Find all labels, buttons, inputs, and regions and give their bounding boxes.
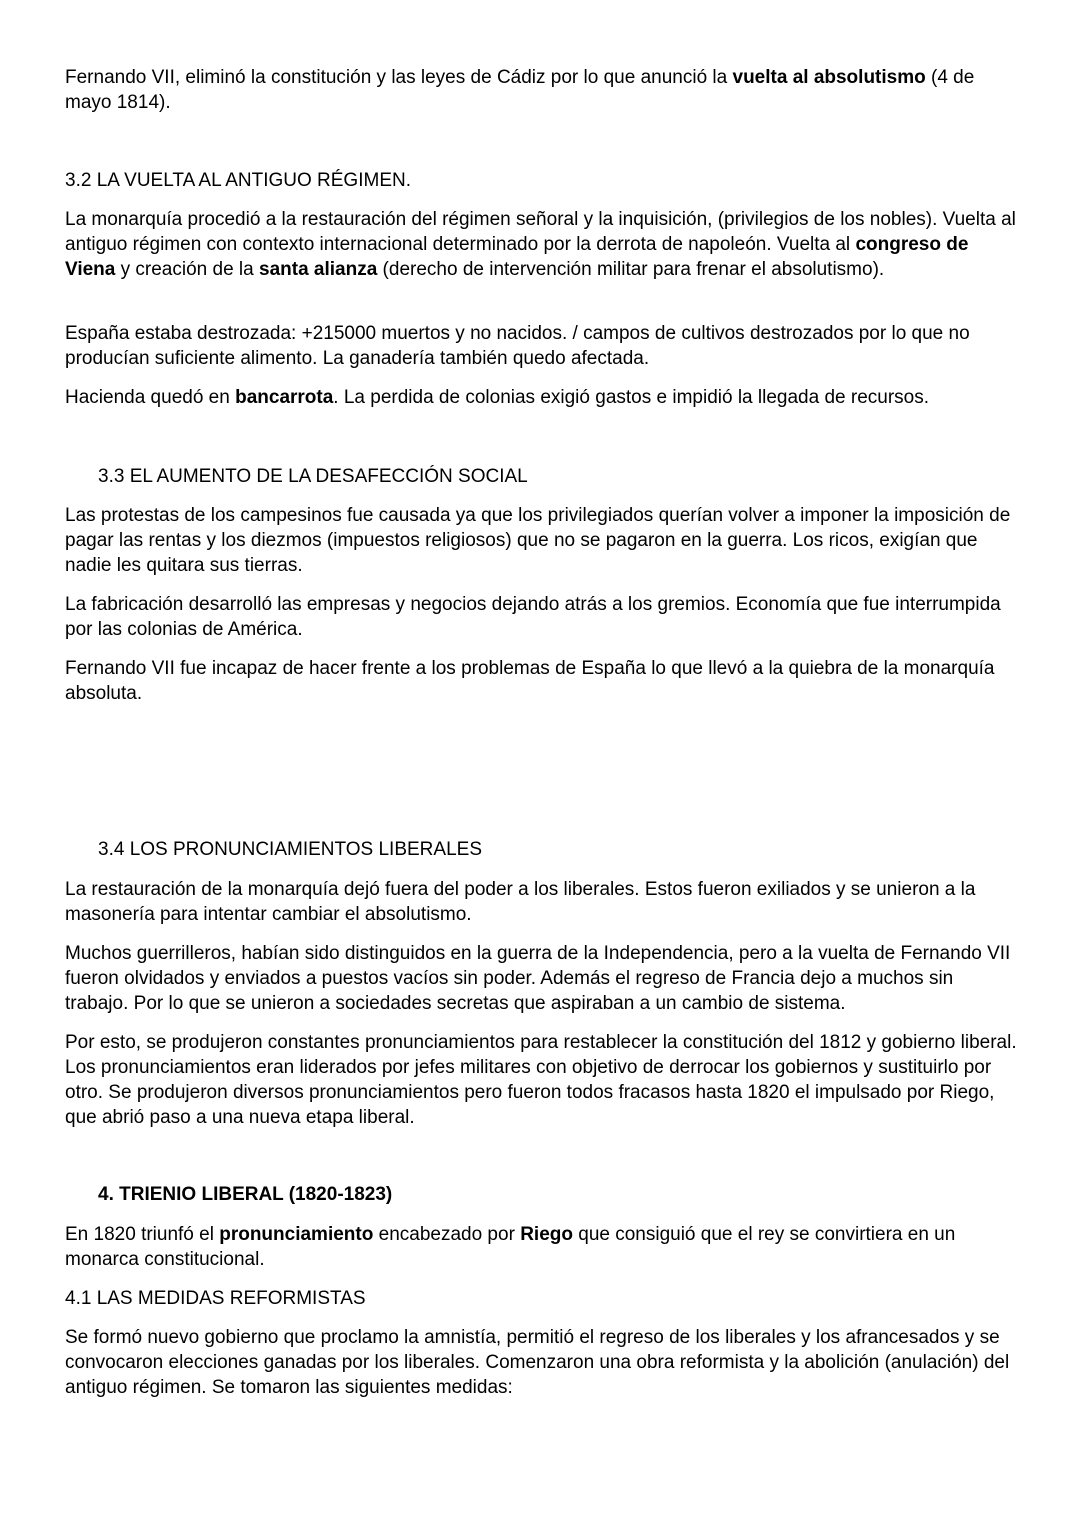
- bold-term: congreso de Viena: [65, 234, 969, 280]
- paragraph: Las protestas de los campesinos fue causada ya que los privilegiados querían volver a imponer la imposición de pagar las rentas y los diezmos (impuestos religiosos) que no se pagaron en la guerra. Los ricos, exigían que nadie les quitara sus tierras.: [65, 505, 1011, 576]
- paragraph: Muchos guerrilleros, habían sido distinguidos en la guerra de la Independencia, pero a la vuelta de Fernando VII fueron olvidados y enviados a puestos vacíos sin poder. Además el regreso de Francia dejo a muchos sin trabajo. Por lo que se unieron a sociedades secretas que aspiraban a un cambio de sistema.: [65, 943, 1011, 1014]
- section-3-4-body: [65, 877, 1020, 927]
- section-heading: 3.4 LOS PRONUNCIAMIENTOS LIBERALES: [98, 839, 482, 860]
- section-heading: 3.3 EL AUMENTO DE LA DESAFECCIÓN SOCIAL: [98, 466, 528, 487]
- bold-term: vuelta al absolutismo: [732, 67, 926, 88]
- intro-section: [65, 65, 1020, 115]
- intro-paragraph: [65, 65, 1020, 115]
- section-3-2-body: [65, 207, 1020, 282]
- section-3-3-body-2: [65, 592, 1020, 642]
- text: . La perdida de colonias exigió gastos e impidió la llegada de recursos.: [333, 387, 929, 408]
- bold-term: Riego: [520, 1224, 573, 1245]
- paragraph: La restauración de la monarquía dejó fuera del poder a los liberales. Estos fueron exiliados y se unieron a la masonería para intentar cambiar el absolutismo.: [65, 879, 976, 925]
- section-4-1: [65, 1286, 1020, 1311]
- section-4-1-body: [65, 1325, 1020, 1400]
- section-4-body: [65, 1222, 1020, 1272]
- text: y creación de la: [115, 259, 259, 280]
- text: Hacienda quedó en: [65, 387, 236, 408]
- section-3-2: [65, 168, 1020, 193]
- text: (derecho de intervención militar para frenar el absolutismo).: [377, 259, 885, 280]
- section-3-3: [65, 464, 1020, 489]
- paragraph: [65, 207, 1020, 282]
- section-3-4-body-3: [65, 1030, 1020, 1130]
- paragraph: España estaba destrozada: +215000 muertos y no nacidos. / campos de cultivos destrozados por lo que no producían suficiente alimento. La ganadería también quedo afectada.: [65, 323, 970, 369]
- bold-term: bancarrota: [235, 387, 334, 408]
- section-3-3-body: [65, 503, 1020, 578]
- text: La monarquía procedió a la restauración del régimen señoral y la inquisición, (privilegios de los nobles). Vuelta al antiguo régimen con contexto internacional determinado por la derrota de napoleón. Vuelta al: [65, 209, 1016, 255]
- text: Fernando VII, eliminó la constitución y las leyes de Cádiz por lo que anunció la: [65, 67, 733, 88]
- section-heading: 3.2 LA VUELTA AL ANTIGUO RÉGIMEN.: [65, 170, 411, 191]
- paragraph: [65, 385, 1020, 410]
- paragraph: Fernando VII fue incapaz de hacer frente a los problemas de España lo que llevó a la quiebra de la monarquía absoluta.: [65, 658, 995, 704]
- text: (4 de mayo 1814).: [65, 67, 975, 113]
- paragraph: Por esto, se produjeron constantes pronunciamientos para restablecer la constitución del 1812 y gobierno liberal. Los pronunciamientos eran liderados por jefes militares con objetivo de derrocar los gobiernos y sustituirlo por otro. Se produjeron diversos pronunciamientos pero fueron todos fracasos hasta 1820 el impulsado por Riego, que abrió paso a una nueva etapa liberal.: [65, 1032, 1017, 1128]
- section-3-3-body-3: [65, 656, 1020, 706]
- bold-term: santa alianza: [259, 259, 378, 280]
- section-3-2-body-3: [65, 385, 1020, 410]
- text: encabezado por: [373, 1224, 521, 1245]
- section-3-2-body-2: [65, 321, 1020, 371]
- section-3-4-body-2: [65, 941, 1020, 1016]
- paragraph: [65, 1222, 1020, 1272]
- chapter-heading: 4. TRIENIO LIBERAL (1820-1823): [98, 1184, 393, 1205]
- paragraph: Se formó nuevo gobierno que proclamo la amnistía, permitió el regreso de los liberales y los afrancesados y se convocaron elecciones ganadas por los liberales. Comenzaron una obra reformista y la abolición (anulación) del antiguo régimen. Se tomaron las siguientes medidas:: [65, 1327, 1010, 1398]
- bold-term: pronunciamiento: [219, 1224, 374, 1245]
- section-heading: 4.1 LAS MEDIDAS REFORMISTAS: [65, 1288, 366, 1309]
- text: que consiguió que el rey se convirtiera en un monarca constitucional.: [65, 1224, 956, 1270]
- section-3-4: [65, 837, 1020, 862]
- text: En 1820 triunfó el: [65, 1224, 220, 1245]
- paragraph: La fabricación desarrolló las empresas y negocios dejando atrás a los gremios. Economía que fue interrumpida por las colonias de América.: [65, 594, 1001, 640]
- section-4: [65, 1182, 1020, 1207]
